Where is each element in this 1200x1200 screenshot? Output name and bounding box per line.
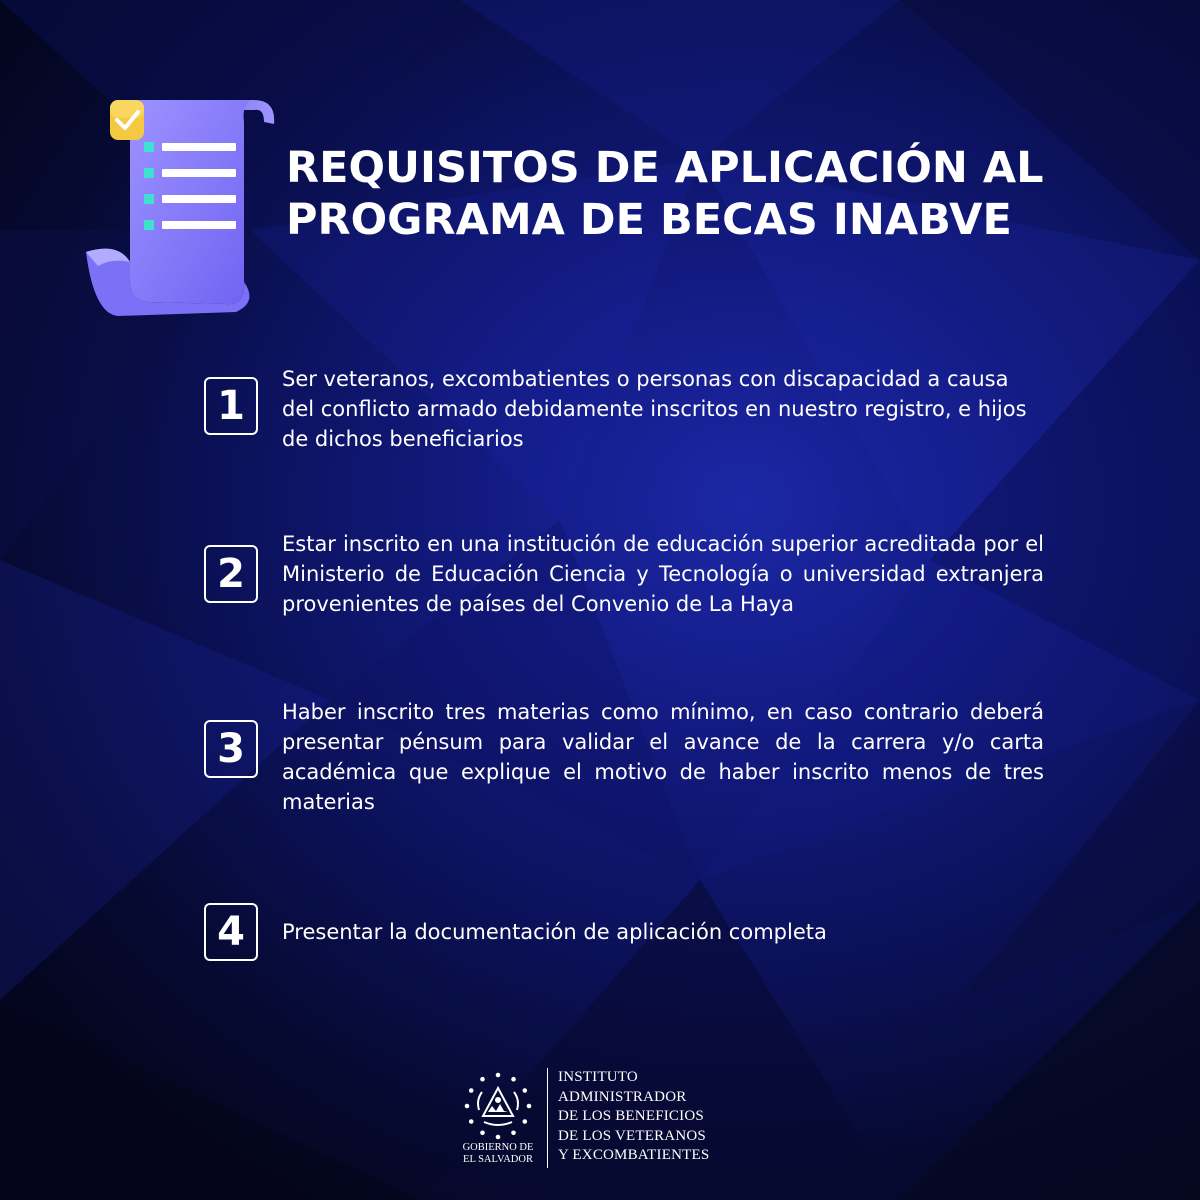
requirement-item-4 <box>204 903 1064 963</box>
title-line-2: PROGRAMA DE BECAS INABVE <box>286 195 1012 246</box>
footer-logo <box>456 1066 756 1176</box>
institute-name-line: INSTITUTO <box>558 1069 638 1085</box>
requirement-number-badge: 3 <box>204 720 258 778</box>
page-title <box>286 142 1166 247</box>
government-label <box>456 1142 540 1166</box>
government-label-line-1: GOBIERNO DE <box>462 1142 534 1153</box>
requirement-number-badge: 4 <box>204 903 258 961</box>
requirement-item-3 <box>204 700 1064 840</box>
requirement-item-1 <box>204 367 1064 467</box>
requirement-text: Presentar la documentación de aplicación completa <box>282 920 827 944</box>
institute-name-line: DE LOS VETERANOS <box>558 1127 706 1144</box>
institute-name-line: DE LOS BENEFICIOS <box>558 1108 704 1124</box>
requirement-text: Ser veteranos, excombatientes o personas con discapacidad a causa del conflicto armado debidamente inscritos en nuestro registro, e hijos de dichos beneficiarios <box>282 367 1027 451</box>
institute-name <box>558 1068 758 1166</box>
requirement-number-badge: 2 <box>204 545 258 603</box>
institute-name-line: Y EXCOMBATIENTES <box>558 1147 710 1163</box>
requirement-item-2 <box>204 532 1064 635</box>
requirement-number-badge: 1 <box>204 377 258 435</box>
requirement-text: Estar inscrito en una institución de educación superior acreditada por el Ministerio de Educación Ciencia y Tecnología o universidad extranjera provenientes de países del Convenio de La Haya <box>282 532 1044 616</box>
title-line-1: REQUISITOS DE APLICACIÓN AL <box>286 143 1044 193</box>
footer-divider <box>547 1068 548 1168</box>
government-label-line-2: EL SALVADOR <box>463 1154 533 1165</box>
el-salvador-coat-of-arms-icon <box>462 1070 534 1142</box>
requirement-text: Haber inscrito tres materias como mínimo, en caso contrario deberá presentar pénsum para validar el avance de la carrera y/o carta académica que explique el motivo de haber inscrito menos de tres materias <box>282 700 1044 814</box>
institute-name-line: ADMINISTRADOR <box>558 1088 687 1105</box>
checklist-scroll-icon <box>78 92 278 322</box>
